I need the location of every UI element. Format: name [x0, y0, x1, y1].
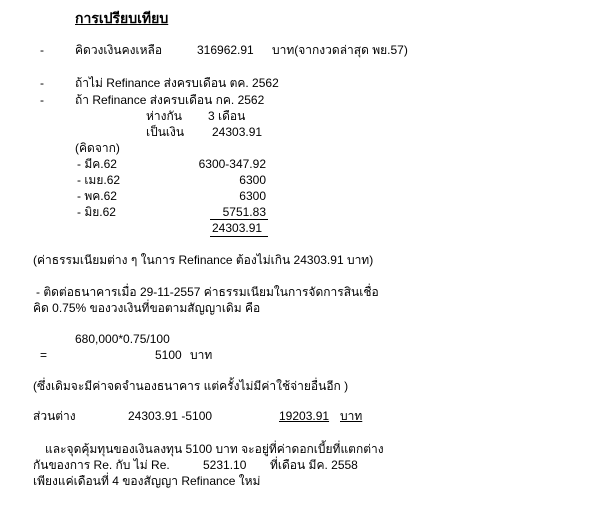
fee-note: (ค่าธรรมเนียมต่าง ๆ ในการ Refinance ต้องไม่เกิน 24303.91 บาท): [33, 253, 374, 267]
formula-equals: =: [40, 348, 48, 362]
conclusion-line3: เพียงแค่เดือนที่ 4 ของสัญญา Refinance ใหม่: [33, 474, 261, 488]
month-label: - พค.62: [77, 189, 117, 203]
scenario-b-text: ถ้า Refinance ส่งครบเดือน กค. 2562: [75, 93, 265, 107]
calc-from-label: (คิดจาก): [75, 141, 120, 155]
month-label: - เมย.62: [77, 173, 121, 187]
difference-label: ส่วนต่าง: [33, 409, 76, 423]
scenario-a-bullet: -: [40, 76, 44, 90]
month-label: - มิย.62: [77, 205, 116, 219]
balance-unit: บาท(จากงวดล่าสุด พย.57): [272, 43, 408, 57]
extra-note: (ซึ่งเดิมจะมีค่าจดจำนองธนาคาร แต่ครั้งไม่มีค่าใช้จ่ายอื่นอีก ): [33, 379, 349, 393]
scenario-b-bullet: -: [40, 93, 44, 107]
month-value: 6300: [239, 189, 266, 203]
month-label: - มีค.62: [77, 157, 117, 171]
gap-label: ห่างกัน: [146, 109, 182, 123]
conclusion-line1: และจุดคุ้มทุนของเงินลงทุน 5100 บาท จะอยู่ที่ค่าดอกเบี้ยที่แตกต่าง: [45, 442, 384, 456]
page-title: การเปรียบเทียบ: [75, 10, 169, 26]
difference-result: 19203.91: [279, 409, 330, 423]
bank-note-line2: คิด 0.75% ของวงเงินที่ขอตามสัญญาเดิม คือ: [33, 301, 261, 315]
formula-result: 5100: [155, 348, 182, 362]
conclusion-line2-part1: กันของการ Re. กับ ไม่ Re.: [33, 458, 170, 472]
sum-rule-top: [210, 219, 268, 220]
conclusion-line2-amount: 5231.10: [203, 458, 247, 472]
balance-bullet: -: [40, 43, 44, 57]
conclusion-line2-part2: ที่เดือน มีค. 2558: [270, 458, 358, 472]
month-value: 6300: [239, 173, 266, 187]
difference-unit: บาท: [340, 409, 363, 423]
formula-expression: 680,000*0.75/100: [75, 332, 170, 346]
difference-expression: 24303.91 -5100: [128, 409, 213, 423]
month-value: 5751.83: [222, 205, 266, 219]
gap-money-label: เป็นเงิน: [146, 125, 185, 139]
months-total: 24303.91: [212, 221, 263, 235]
scenario-a-text: ถ้าไม่ Refinance ส่งครบเดือน ตค. 2562: [75, 76, 279, 90]
gap-months: 3 เดือน: [208, 109, 246, 123]
sum-rule-bottom: [210, 236, 268, 237]
balance-amount: 316962.91: [197, 43, 254, 57]
bank-note-line1: - ติดต่อธนาคารเมื่อ 29-11-2557 ค่าธรรมเนียมในการจัดการสินเชื่อ: [36, 285, 379, 299]
balance-label: คิดวงเงินคงเหลือ: [75, 43, 163, 57]
month-value: 6300-347.92: [198, 157, 266, 171]
formula-unit: บาท: [190, 348, 213, 362]
gap-money: 24303.91: [212, 125, 263, 139]
